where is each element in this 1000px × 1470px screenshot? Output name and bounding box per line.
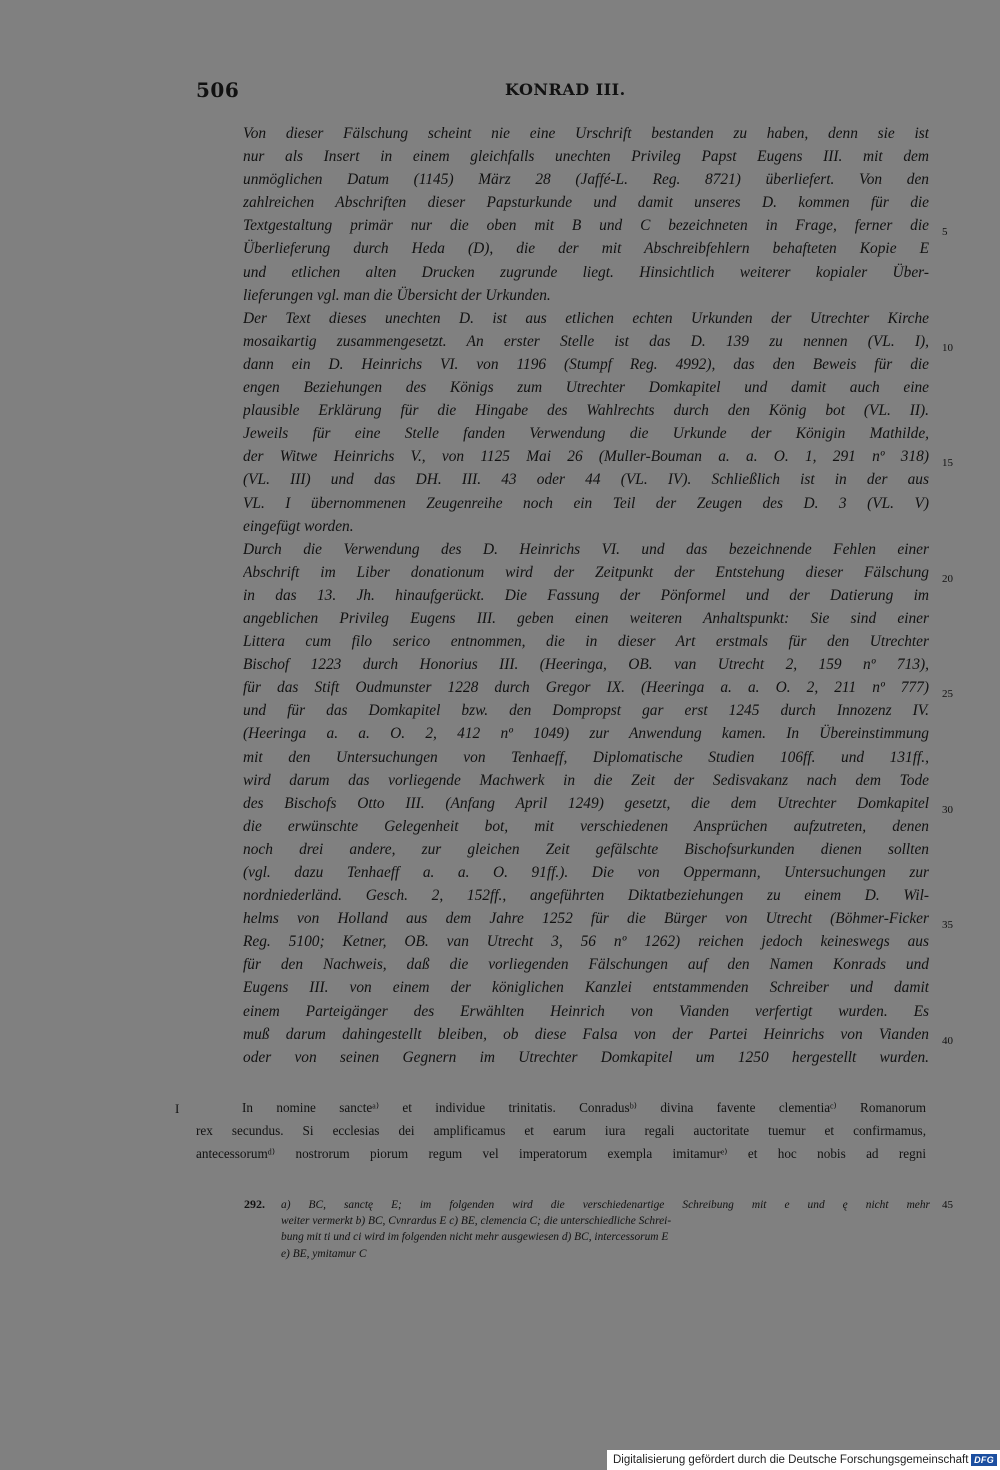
text-line: engen Beziehungen des Königs zum Utrechter Domkapitel und damit auch eine [243, 379, 929, 397]
text-line: plausible Erklärung für die Hingabe des Wahlrechts durch den König bot (VL. II). [243, 402, 929, 420]
text-line: lieferungen vgl. man die Übersicht der Urkunden. [243, 286, 551, 304]
footnote-line: weiter vermerkt b) BC, Cvnrardus E c) BE, clemencia C; die unterschiedliche Schrei- [281, 1215, 672, 1228]
text-line: Reg. 5100; Ketner, OB. van Utrecht 3, 56 nº 1262) reichen jedoch keineswegs aus [243, 933, 929, 951]
text-line: Littera cum filo serico entnommen, die in dieser Art erstmals für den Utrechter [243, 633, 929, 651]
footer-text: Digitalisierung gefördert durch die Deutsche Forschungsgemeinschaft [613, 1454, 969, 1466]
footnote-line-number: 45 [942, 1199, 953, 1211]
text-line: mosaikartig zusammengesetzt. An erster Stelle ist das D. 139 zu nennen (VL. I), [243, 332, 929, 350]
text-line: oder von seinen Gegnern im Utrechter Domkapitel um 1250 hergestellt wurden. [243, 1048, 929, 1066]
margin-line-number: 10 [942, 342, 953, 354]
footnote-line: a) BC, sanctę E; im folgenden wird die verschiedenartige Schreibung mit e und ę nicht mehr [281, 1199, 930, 1211]
text-line: Der Text dieses unechten D. ist aus etlichen echten Urkunden der Utrechter Kirche [243, 309, 929, 327]
text-line: in das 13. Jh. hinaufgerückt. Die Fassung der Pönformel und der Datierung im [243, 586, 929, 604]
document-line: In nomine sancteᵃ⁾ et individue trinitatis. Conradusᵇ⁾ divina favente clementiaᶜ⁾ Romanorum [242, 1100, 926, 1115]
text-line: Abschrift im Liber donationum wird der Zeitpunkt der Entstehung dieser Fälschung [243, 563, 929, 581]
text-line: muß darum dahingestellt bleiben, ob diese Falsa von der Partei Heinrichs von Vianden [243, 1025, 929, 1043]
text-line: einem Parteigänger des Erwählten Heinrich von Vianden verfertigt wurden. Es [243, 1002, 929, 1020]
commentary-text [243, 122, 929, 1069]
text-line: und etlichen alten Drucken zugrunde liegt. Hinsichtlich weiterer kopialer Über- [243, 263, 929, 281]
text-line: angeblichen Privileg Eugens III. geben einen weiteren Anhaltspunkt: Sie sind einer [243, 609, 929, 627]
text-line: Jeweils für eine Stelle fanden Verwendung die Urkunde der Königin Mathilde, [243, 425, 929, 443]
footnote-line: e) BE, ymitamur C [281, 1247, 367, 1260]
text-line: und für das Domkapitel bzw. den Dompropst gar erst 1245 durch Innozenz IV. [243, 702, 929, 720]
page-number: 506 [196, 78, 240, 102]
text-line: die erwünschte Gelegenheit bot, mit verschiedenen Ansprüchen aufzutreten, denen [243, 817, 929, 835]
text-line: Textgestaltung primär nur die oben mit B und C bezeichneten in Frage, ferner die [243, 217, 929, 235]
text-line: (VL. III) und das DH. III. 43 oder 44 (VL. IV). Schließlich ist in der aus [243, 471, 929, 489]
text-line: Von dieser Fälschung scheint nie eine Urschrift bestanden zu haben, denn sie ist [243, 125, 929, 142]
text-line: dann ein D. Heinrichs VI. von 1196 (Stumpf Reg. 4992), das den Beweis für die [243, 355, 929, 373]
dfg-logo-icon: DFG [971, 1454, 997, 1466]
margin-line-number: 25 [942, 688, 953, 700]
margin-line-number: 15 [942, 457, 953, 469]
document-line: rex secundus. Si ecclesias dei amplificamus et earum iura regali auctoritate tuemur et confirmamus, [196, 1123, 926, 1138]
text-line: der Witwe Heinrichs V., von 1125 Mai 26 (Muller-Bouman a. a. O. 1, 291 nº 318) [243, 448, 929, 466]
dfg-footer[interactable] [607, 1450, 1000, 1470]
margin-line-number: 35 [942, 919, 953, 931]
margin-line-number: 40 [942, 1035, 953, 1047]
text-line: nur als Insert in einem gleichfalls unechten Privileg Papst Eugens III. mit dem [243, 148, 929, 166]
running-head: KONRAD III. [505, 80, 626, 99]
text-line: wird darum das vorliegende Machwerk in die Zeit der Sedisvakanz nach dem Tode [243, 771, 929, 789]
text-line: des Bischofs Otto III. (Anfang April 1249) gesetzt, die dem Utrechter Domkapitel [243, 794, 929, 812]
text-line: für das Stift Oudmunster 1228 durch Gregor IX. (Heeringa a. a. O. 2, 211 nº 777) [243, 679, 929, 697]
margin-line-number: 20 [942, 573, 953, 585]
text-line: zahlreichen Abschriften dieser Papsturkunde und damit unseres D. kommen für die [243, 194, 929, 212]
margin-line-number: 5 [942, 226, 948, 238]
document-text [196, 1096, 926, 1165]
text-line: unmöglichen Datum (1145) März 28 (Jaffé-L. Reg. 8721) überliefert. Von den [243, 171, 929, 189]
footnote-number: 292. [244, 1197, 265, 1211]
document-marker: I [175, 1101, 180, 1116]
text-line: helms von Holland aus dem Jahre 1252 für die Bürger von Utrecht (Böhmer-Ficker [243, 910, 929, 928]
text-line: (Heeringa a. a. O. 2, 412 nº 1049) zur Anwendung kamen. In Übereinstimmung [243, 725, 929, 743]
text-line: Bischof 1223 durch Honorius III. (Heeringa, OB. van Utrecht 2, 159 nº 713), [243, 656, 929, 674]
text-line: (vgl. dazu Tenhaeff a. a. O. 91ff.). Die von Oppermann, Untersuchungen zur [243, 864, 929, 881]
text-line: Durch die Verwendung des D. Heinrichs VI. und das bezeichnende Fehlen einer [243, 540, 929, 558]
document-line: antecessorumᵈ⁾ nostrorum piorum regum vel imperatorum exempla imitamurᵉ⁾ et hoc nobis ad regni [196, 1146, 926, 1161]
text-line: mit den Untersuchungen von Tenhaeff, Diplomatische Studien 106ff. und 131ff., [243, 748, 929, 766]
text-line: für den Nachweis, daß die vorliegenden Fälschungen auf den Namen Konrads und [243, 956, 929, 974]
text-line: eingefügt worden. [243, 517, 354, 535]
footnote-line: bung mit ti und ci wird im folgenden nicht mehr ausgewiesen d) BC, intercessorum E [281, 1231, 669, 1244]
text-line: noch drei andere, zur gleichen Zeit gefälschte Bischofsurkunden dienen sollten [243, 840, 929, 858]
text-line: Überlieferung durch Heda (D), die der mit Abschreibfehlern behafteten Kopie E [243, 240, 929, 258]
footnotes [244, 1197, 930, 1262]
text-line: VL. I übernommenen Zeugenreihe noch ein Teil der Zeugen des D. 3 (VL. V) [243, 494, 929, 512]
margin-line-number: 30 [942, 804, 953, 816]
text-line: Eugens III. von einem der königlichen Kanzlei entstammenden Schreiber und damit [243, 979, 929, 997]
text-line: nordniederländ. Gesch. 2, 152ff., angeführten Diktatbeziehungen zu einem D. Wil- [243, 887, 929, 905]
